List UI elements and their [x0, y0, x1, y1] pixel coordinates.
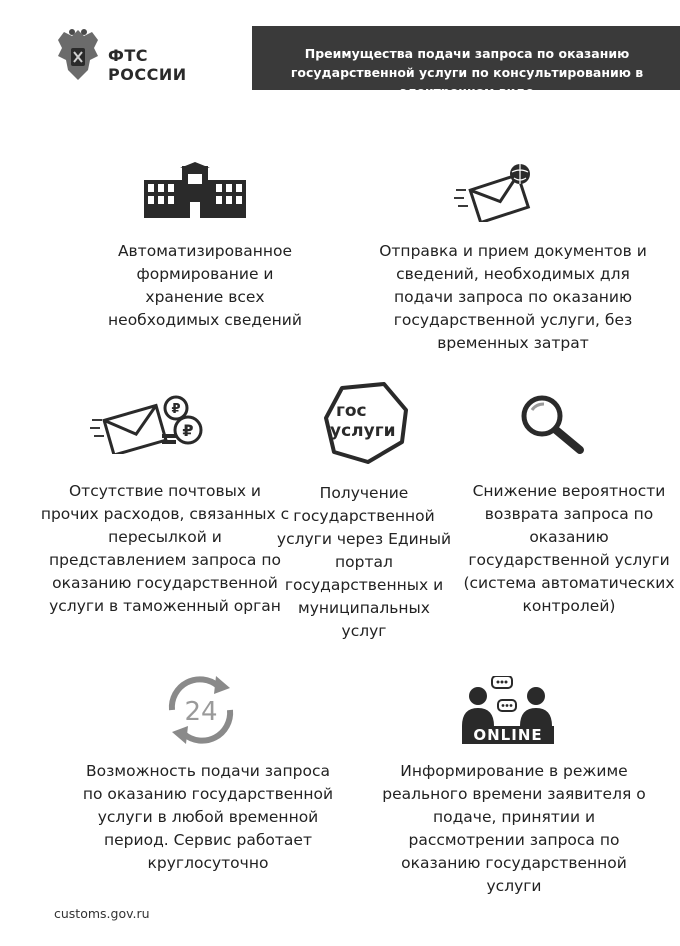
coin-symbol-large: ₽: [182, 421, 194, 440]
building-icon: [142, 162, 248, 220]
gosuslugi-logo-icon: [322, 380, 412, 466]
gosuslugi-line2: услуги: [330, 421, 396, 441]
online-people-icon: [458, 676, 558, 746]
emblem-icon: [54, 26, 102, 84]
online-label: ONLINE: [473, 726, 543, 744]
feature-round-the-clock: Возможность подачи запроса по оказанию государственной услуги в любой временной период. Сервис работает круглосуточно: [82, 762, 334, 872]
feature-automated-storage: Автоматизированное формирование и хранение всех необходимых сведений: [108, 242, 302, 329]
logo-line2: РОССИИ: [108, 65, 187, 84]
logo-text: [108, 46, 187, 84]
clock-24-icon: [158, 672, 244, 748]
envelope-coins-icon: [90, 394, 206, 454]
gosuslugi-line1: гос: [336, 401, 367, 421]
page-title: Преимущества подачи запроса по оказанию государственной услуги по консультированию в электронном виде: [290, 46, 644, 99]
feature-document-exchange: Отправка и прием документов и сведений, необходимых для подачи запроса по оказанию государственной услуги, без временных затрат: [379, 242, 647, 352]
feature-no-postal-costs: Отсутствие почтовых и прочих расходов, связанных с пересылкой и представлением запроса по оказанию государственной услуги в таможенный орган: [40, 482, 290, 615]
feature-realtime-notification: Информирование в режиме реального времени заявителя о подаче, принятии и рассмотрении запроса по оказанию государственной услуги: [382, 762, 646, 895]
feature-unified-portal: Получение государственной услуги через Единый портал государственных и муниципальных услуг: [276, 484, 452, 640]
coin-symbol-small: ₽: [171, 402, 181, 417]
logo-line1: ФТС: [108, 46, 149, 65]
magnifier-icon: [516, 392, 588, 456]
footer-site-link[interactable]: customs.gov.ru: [54, 906, 150, 921]
feature-lower-return-rate: Снижение вероятности возврата запроса по оказанию государственной услуги (система автоматических контролей): [463, 482, 675, 615]
clock-24-label: 24: [184, 697, 218, 727]
envelope-globe-icon: [452, 160, 536, 222]
